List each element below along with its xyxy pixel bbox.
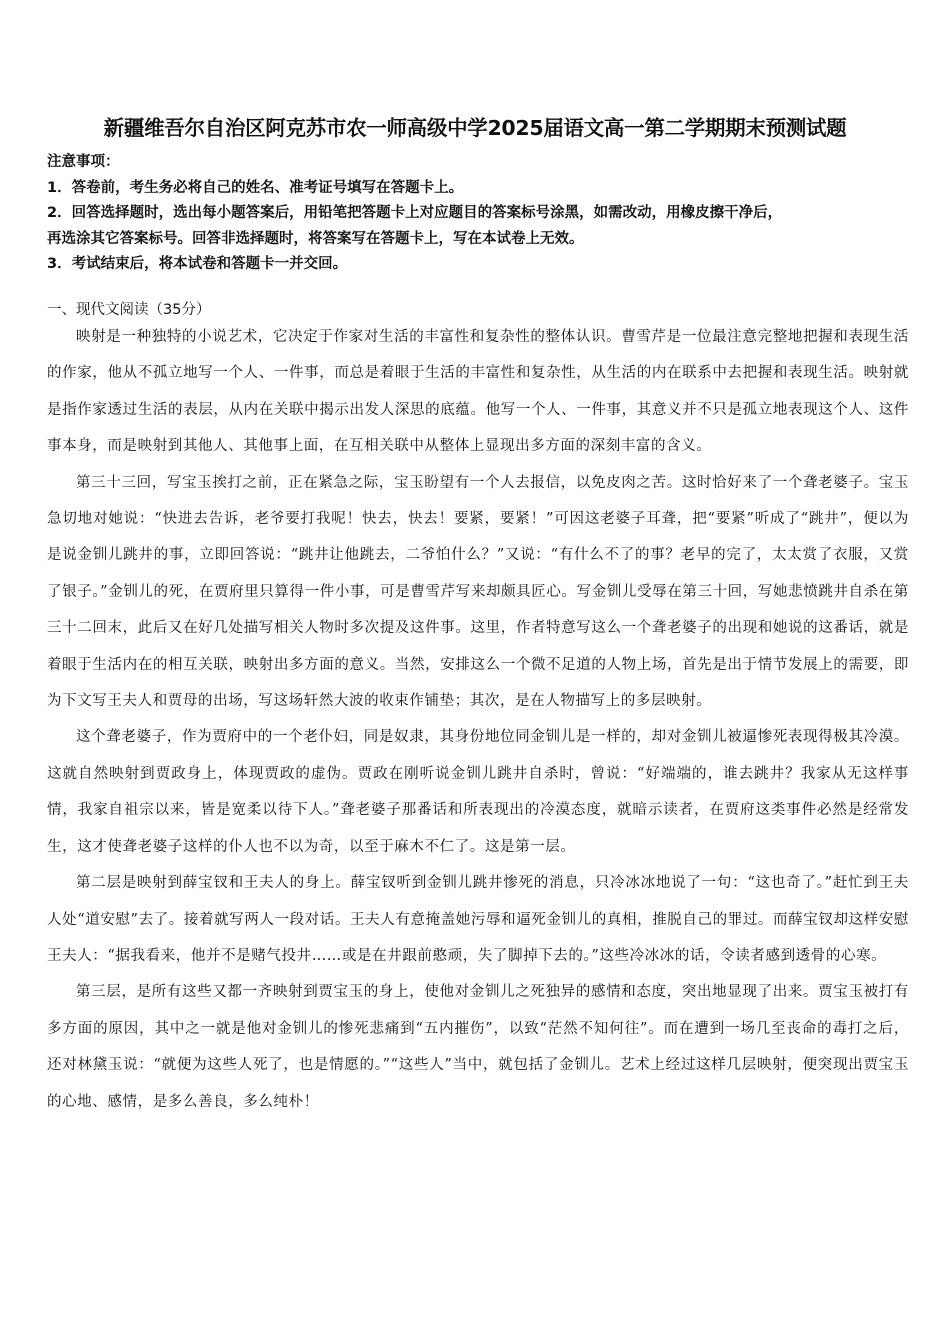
reading-passage xyxy=(47,319,909,1120)
notice-block xyxy=(47,150,917,278)
notice-heading: 注意事项： xyxy=(47,154,120,170)
passage-paragraph: 这个聋老婆子，作为贾府中的一个老仆妇，同是奴隶，其身份地位同金钏儿是一样的，却对金钏儿被逼惨死表现得极其冷漠。这就自然映射到贾政身上，体现贾政的虚伪。贾政在刚听说金钏儿跳井自杀时，曾说：“好端端的，谁去跳井？我家从无这样事情，我家自祖宗以来，皆是宽柔以待下人。”聋老婆子那番话和所表现出的冷漠态度，就暗示读者，在贾府这类事件必然是经常发生，这才使聋老婆子这样的仆人也不以为奇，以至于麻木不仁了。这是第一层。 xyxy=(47,729,909,855)
passage-paragraph: 第二层是映射到薛宝钗和王夫人的身上。薛宝钗听到金钏儿跳井惨死的消息，只冷冰冰地说了一句：“这也奇了。”赶忙到王夫人处“道安慰”去了。接着就写两人一段对话。王夫人有意掩盖她污辱和逼死金钏儿的真相，推脱自己的罪过。而薛宝钗却这样安慰王夫人：“据我看来，他并不是赌气投井……或是在井跟前憨顽，失了脚掉下去的。”这些冷冰冰的话，令读者感到透骨的心寒。 xyxy=(47,875,909,964)
notice-item: 再选涂其它答案标号。回答非选择题时，将答案写在答题卡上，写在本试卷上无效。 xyxy=(47,230,584,247)
exam-title: 新疆维吾尔自治区阿克苏市农一师高级中学2025届语文高一第二学期期末预测试题 xyxy=(103,116,847,140)
passage-paragraph: 映射是一种独特的小说艺术，它决定于作家对生活的丰富性和复杂性的整体认识。曹雪芹是一位最注意完整地把握和表现生活的作家，他从不孤立地写一个人、一件事，而总是着眼于生活的丰富性和复杂性，从生活的内在联系中去把握和表现生活。映射就是指作家透过生活的表层，从内在关联中揭示出发人深思的底蕴。他写一个人、一件事，其意义并不只是孤立地表现这个人、这件事本身，而是映射到其他人、其他事上面，在互相关联中从整体上显现出多方面的深刻丰富的含义。 xyxy=(47,329,909,455)
passage-paragraph: 第三层，是所有这些又都一齐映射到贾宝玉的身上，使他对金钏儿之死独异的感情和态度，突出地显现了出来。贾宝玉被打有多方面的原因，其中之一就是他对金钏儿的惨死悲痛到“五内摧伤”，以致“茫然不知何往”。而在遭到一场几至丧命的毒打之后，还对林黛玉说：“就便为这些人死了，也是情愿的。”“这些人”当中，就包括了金钏儿。艺术上经过这样几层映射，便突现出贾宝玉的心地、感情，是多么善良，多么纯朴！ xyxy=(47,984,909,1110)
notice-item: 1．答卷前，考生务必将自己的姓名、准考证号填写在答题卡上。 xyxy=(47,179,464,196)
passage-paragraph: 第三十三回，写宝玉挨打之前，正在紧急之际，宝玉盼望有一个人去报信，以免皮肉之苦。这时恰好来了一个聋老婆子。宝玉急切地对她说：“快进去告诉，老爷要打我呢！快去，快去！要紧，要紧！”可因这老婆子耳聋，把“要紧”听成了“跳井”，便以为是说金钏儿跳井的事，立即回答说：“跳井让他跳去，二爷怕什么？”又说：“有什么不了的事？老早的完了，太太赏了衣服，又赏了银子。”金钏儿的死，在贾府里只算得一件小事，可是曹雪芹写来却颇具匠心。写金钏儿受辱在第三十回，写她悲愤跳井自杀在第三十二回末，此后又在好几处描写相关人物时多次提及这件事。这里，作者特意写这么一个聋老婆子的出现和她说的这番话，就是着眼于生活内在的相互关联，映射出多方面的意义。当然，安排这么一个微不足道的人物上场，首先是出于情节发展上的需要，即为下文写王夫人和贾母的出场，写这场轩然大波的收束作铺垫；其次，是在人物描写上的多层映射。 xyxy=(47,474,909,710)
notice-item: 3．考试结束后，将本试卷和答题卡一并交回。 xyxy=(47,256,348,272)
notice-item: 2．回答选择题时，选出每小题答案后，用铅笔把答题卡上对应题目的答案标号涂黑，如需改动，用橡皮擦干净后， xyxy=(47,205,783,221)
section-heading: 一、现代文阅读（35分） xyxy=(47,302,211,318)
